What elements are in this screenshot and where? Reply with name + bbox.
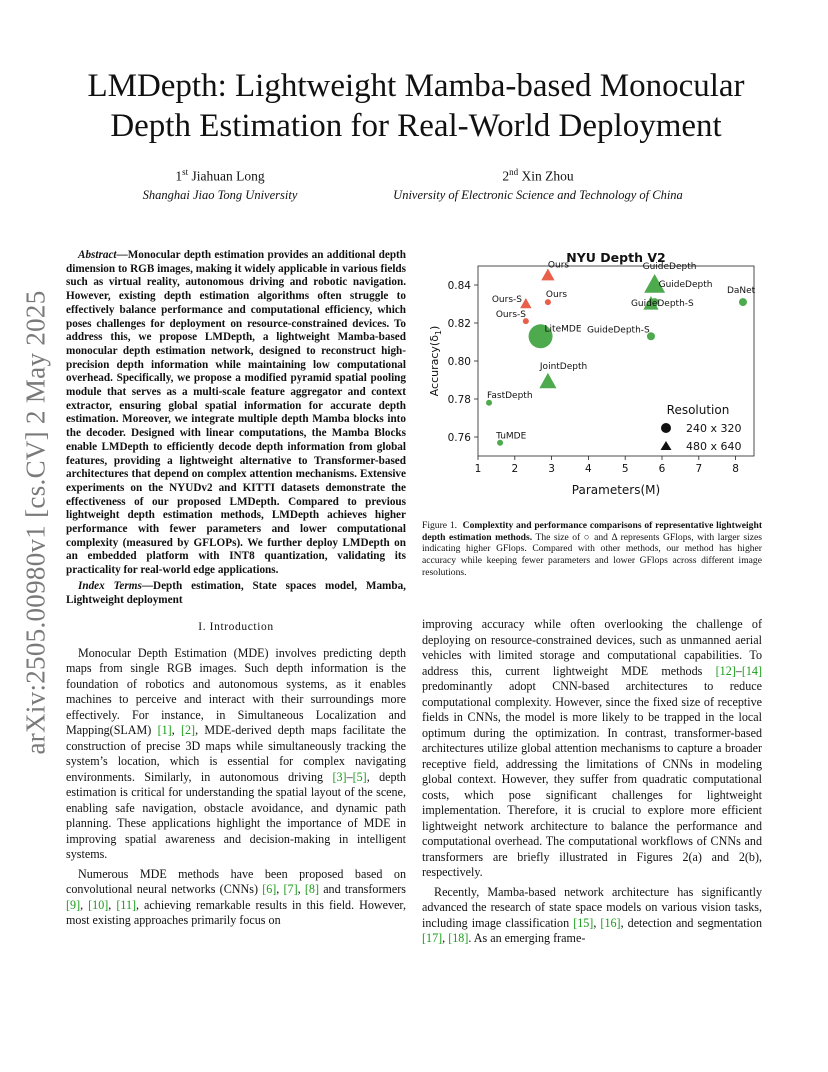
abstract: Abstract—Monocular depth estimation provides an additional depth dimension to RGB images, making it widely applicable in various fields such as virtual reality, autonomous driving and robotic navigation. However, existing depth estimation algorithms often struggle to effectively balance performance and computational efficiency, which poses challenges for deployment on resource-constrained devices. To address this, we propose LMDepth, a lightweight Mamba-based monocular depth estimation network, designed to reconstruct high-precision depth information while maintaining low computational overhead. Specifically, we propose a modified pyramid spatial pooling module that serves as a multi-scale feature aggregator and context extractor, ensuring global spatial information for accurate depth estimation. Moreover, we integrate multiple depth Mamba blocks into the decoder. Designed with linear computations, the Mamba Blocks enable LMDepth to efficiently decode depth information from global features, providing a lightweight alternative to Transformer-based architectures that depend on complex attention mechanisms. Extensive experiments on the NYUDv2 and KITTI datasets demonstrate the effectiveness of our proposed LMDepth. Compared to previous lightweight depth estimation methods, LMDepth achieves higher performance with fewer parameters and lower computational complexity (measured by GFLOPs). We further deploy LMDepth on an embedded platform with INT8 quantization, validating its practicality for real-world edge applications.	[66, 249, 406, 577]
author-2-name: 2nd Xin Zhou	[502, 167, 574, 184]
right-paragraph-2: Recently, Mamba-based network architecture has significantly advanced the research of state space models on various vision tasks, including image classification [15], [16], detection and segmentation [17], [18]. As an emerging frame-	[422, 884, 763, 945]
right-paragraph-1: improving accuracy while often overlooking the challenge of deploying on resource-constrained devices, such as unmanned aerial vehicles with limited storage and computational capabilities. To address this, current lightweight MDE methods [12]–[14] predominantly adopt CNN-based architectures to reduce computational complexity. However, since the fixed size of receptive fields in CNNs, the model is more likely to be trapped in the local optimum during the optimization. In contrast, transformer-based architectures utilize global attention mechanisms to capture a broader receptive field, addressing the limitations of CNNs in modeling global context. However, they suffer from quadratic computational costs, which pose significant challenges for lightweight implementation. Therefore, it is crucial to explore more efficient lightweight network architecture to balance the performance and computational overhead. The computational workflows of CNNs and transformers are briefly illustrated in Figures 2(a) and 2(b), respectively.	[422, 617, 762, 879]
legend	[661, 403, 742, 453]
point-label: FastDepth	[487, 390, 533, 401]
intro-paragraph-2: Numerous MDE methods have been proposed based on convolutional neural networks (CNNs) [6], [7], [8] and transformers [9], [10], [11], achieving remarkable results in this field. However, most existing approaches primarily focus on	[66, 866, 406, 928]
x-tick-label: 5	[621, 463, 629, 475]
figure-1-caption: Figure 1. Complextity and performance comparisons of representative lightweight depth estimation methods. The size of ○ and Δ represents GFlops, with larger sizes indicating higher GFlops. Compared with other methods, our method has higher accuracy while keeping fewer parameters and lower GFlops across different image resolutions.	[422, 520, 763, 578]
point-label: Ours-S	[491, 295, 522, 305]
right-column	[422, 617, 762, 947]
nyu-depth-scatter-chart	[420, 244, 764, 506]
x-tick-label: 1	[474, 463, 482, 475]
point-label: Ours	[545, 290, 568, 301]
legend-entry-480x640: 480 x 640	[686, 440, 742, 453]
y-axis-ticks	[448, 280, 478, 444]
x-tick-label: 7	[695, 463, 703, 475]
x-tick-label: 2	[511, 463, 519, 475]
x-tick-label: 3	[548, 463, 555, 475]
point-label: TuMDE	[496, 431, 527, 442]
legend-title: Resolution	[666, 403, 730, 417]
intro-paragraph-1: Monocular Depth Estimation (MDE) involves predicting depth maps from single RGB images. Such depth information is the foundation of robotics and autonomous systems, as it enables machines to perceive and interact with their surroundings more effectively. For instance, in Simultaneous Localization and Mapping(SLAM) [1], [2], MDE-derived depth maps facilitate the construction of precise 3D maps while simultaneously tracking the system’s location, which is essential for complex navigating environments. Similarly, in autonomous driving [3]–[5], depth estimation is critical for understanding the spatial layout of the scene, enabling safe navigation, obstacle avoidance, and dynamic path planning. These applications highlight the importance of MDE in improving spatial awareness and decision-making in intelligent systems.	[66, 645, 406, 862]
legend-circle-marker	[661, 423, 671, 433]
point-label: Ours-S	[495, 310, 526, 321]
x-tick-label: 4	[585, 463, 592, 475]
paper-title: LMDepth: Lightweight Mamba-based Monocular Depth Estimation for Real-World Deployment	[87, 68, 745, 144]
point-label: JointDepth	[539, 361, 588, 372]
point-label: GuideDepth	[658, 280, 713, 291]
jointdepth-triangle-marker	[539, 373, 556, 388]
point-label: DaNet	[726, 286, 756, 297]
chart-title: NYU Depth V2	[566, 250, 666, 265]
author-1-name: 1st Jiahuan Long	[175, 167, 265, 184]
data-points	[486, 269, 747, 446]
left-column	[66, 249, 406, 929]
x-tick-label: 8	[732, 463, 739, 475]
y-tick-label: 0.76	[447, 432, 471, 444]
point-label: GuideDepth-S	[630, 299, 694, 309]
point-label: Ours	[547, 260, 570, 271]
point-label: LiteMDE	[544, 324, 582, 335]
index-terms: Index Terms—Depth estimation, State spaces model, Mamba, Lightweight deployment	[66, 579, 406, 606]
author-2-affiliation: University of Electronic Science and Technology of China	[393, 187, 683, 202]
legend-triangle-marker	[661, 441, 672, 450]
legend-entry-240x320: 240 x 320	[686, 422, 742, 435]
author-1-affiliation: Shanghai Jiao Tong University	[142, 187, 298, 202]
point-label: GuideDepth-S	[586, 325, 650, 336]
author-1	[120, 163, 320, 204]
arxiv-identifier-text: arXiv:2505.00980v1 [cs.CV] 2 May 2025	[20, 289, 51, 755]
y-tick-label: 0.82	[447, 318, 471, 330]
y-tick-label: 0.84	[447, 280, 471, 292]
y-axis-label: $Accuracy(\delta_1)$	[428, 325, 443, 397]
y-tick-label: 0.80	[447, 356, 471, 368]
author-2	[366, 163, 710, 204]
danet-circle-marker	[739, 298, 747, 306]
arxiv-identifier	[18, 284, 54, 760]
section-heading-introduction: I. Introduction	[198, 621, 274, 634]
x-axis-label: Parameters(M)	[571, 483, 661, 497]
x-axis-ticks	[475, 456, 739, 475]
y-tick-label: 0.78	[447, 394, 471, 406]
x-tick-label: 6	[658, 463, 666, 475]
point-label: GuideDepth	[642, 262, 697, 272]
